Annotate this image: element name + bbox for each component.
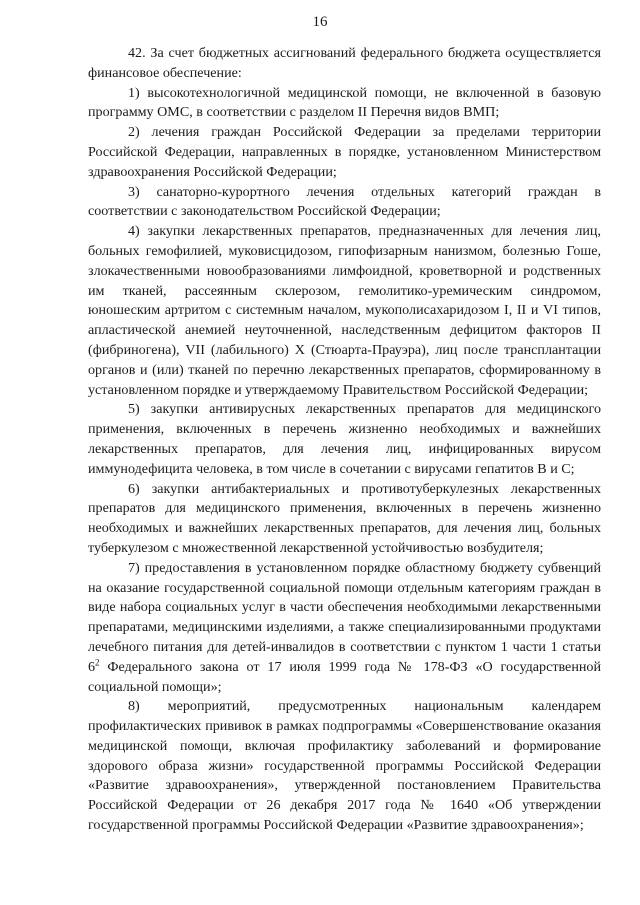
paragraph-item-2: 2) лечения граждан Российской Федерации за пределами территории Российской Федерации, направленных в порядке, установленном Министерством здравоохранения Российской Федерации; [88, 124, 601, 180]
paragraph-item-7-text-cont: Федерального закона от 17 июля 1999 года № 178-ФЗ «О государственной социальной помощи»; [88, 658, 601, 695]
paragraph-42-intro: 42. За счет бюджетных ассигнований федерального бюджета осуществляется финансовое обеспечение: [88, 45, 601, 81]
paragraph-item-8: 8) мероприятий, предусмотренных национальным календарем профилактических прививок в рамках подпрограммы «Совершенствование оказания медицинской помощи, включая профилактику заболеваний и формирование здорового образа жизни» государственной программы Российской Федерации «Развитие здравоохранения», утвержденной постановлением Правительства Российской Федерации от 26 декабря 2017 года № 1640 «Об утверждении государственной программы Российской Федерации «Развитие здравоохранения»; [88, 698, 601, 834]
paragraph-item-5: 5) закупки антивирусных лекарственных препаратов для медицинского применения, включенных в перечень жизненно необходимых и важнейших лекарственных препаратов, для лечения лиц, инфицированных вирусом иммунодефицита человека, в том числе в сочетании с вирусами гепатитов B и C; [88, 401, 601, 477]
page-number: 16 [312, 14, 328, 30]
paragraph-item-7-text: 7) предоставления в установленном порядке областному бюджету субвенций на оказание государственной социальной помощи отдельным категориям граждан в виде набора социальных услуг в части обеспечения необходимыми лекарственными препаратами, медицинскими изделиями, а также специализированными продуктами лечебного питания для детей-инвалидов в соответствии с пунктом 1 части 1 статьи 6 [88, 559, 601, 675]
document-body [88, 44, 601, 836]
paragraph-item-3: 3) санаторно-курортного лечения отдельных категорий граждан в соответствии с законодательством Российской Федерации; [88, 183, 601, 220]
paragraph-item-4: 4) закупки лекарственных препаратов, предназначенных для лечения лиц, больных гемофилией, муковисцидозом, гипофизарным нанизмом, болезнью Гоше, злокачественными новообразованиями лимфоидной, кроветворной и родственных им тканей, рассеянным склерозом, гемолитико-уремическим синдромом, юношеским артритом с системным началом, мукополисахаридозом I, II и VI типов, апластической анемией неуточненной, наследственным дефицитом факторов II (фибриногена), VII (лабильного) X (Стюарта-Прауэра), лиц после трансплантации органов и (или) тканей по перечню лекарственных препаратов, сформированному в установленном порядке и утверждаемому Правительством Российской Федерации; [88, 223, 601, 398]
paragraph-item-7 [88, 559, 601, 698]
superscript-article-number: 2 [95, 657, 100, 668]
paragraph-item-1: 1) высокотехнологичной медицинской помощи, не включенной в базовую программу ОМС, в соответствии с разделом II Перечня видов ВМП; [88, 84, 601, 121]
paragraph-item-6: 6) закупки антибактериальных и противотуберкулезных лекарственных препаратов для медицинского применения, включенных в перечень жизненно необходимых и важнейших лекарственных препаратов, для лечения лиц, больных туберкулезом с множественной лекарственной устойчивостью возбудителя; [88, 480, 601, 556]
